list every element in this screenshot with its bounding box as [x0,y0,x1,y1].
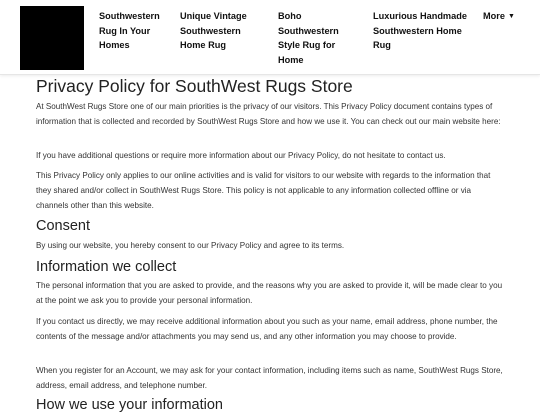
info-paragraph: When you register for an Account, we may ask for your contact information, including items such as name, SouthWest Rugs Store, address, email address, and telephone number. [36,366,503,390]
more-label: More [483,11,505,21]
info-paragraph: If you contact us directly, we may receive additional information about you such as your name, email address, phone number, the contents of the message and/or attachments you may send us, and any other information you may choose to provide. [36,317,498,341]
nav-link-boho-southwestern-rug[interactable]: Boho Southwestern Style Rug for Home [278,11,339,65]
nav-link-southwestern-rug-homes[interactable]: Southwestern Rug In Your Homes [99,11,160,50]
contact-paragraph: If you have additional questions or require more information about our Privacy Policy, do not hesitate to contact us. [36,151,446,160]
page-title: Privacy Policy for SouthWest Rugs Store [36,76,353,96]
caret-down-icon: ▼ [507,13,515,20]
nav-link-unique-vintage-rug[interactable]: Unique Vintage Southwestern Home Rug [180,11,247,50]
info-heading: Information we collect [36,259,177,275]
site-logo[interactable] [20,6,84,70]
info-paragraph: The personal information that you are asked to provide, and the reasons why you are asked to provide it, will be made clear to you at the point we ask you to provide your personal information. [36,281,503,305]
nav-link-luxurious-handmade-rug[interactable]: Luxurious Handmade Southwestern Home Rug [373,11,467,50]
site-header [0,0,540,75]
scope-paragraph: This Privacy Policy only applies to our online activities and is valid for visitors to our website with regards to the information that they shared and/or collect in SouthWest Rugs Store. This policy is not applicable to any information collected offline or via channels other than this website. [36,171,491,210]
nav-more-dropdown[interactable] [483,9,523,25]
consent-heading: Consent [36,218,91,234]
consent-paragraph: By using our website, you hereby consent to our Privacy Policy and agree to its terms. [36,241,345,250]
how-we-use-heading: How we use your information [36,397,223,413]
intro-paragraph: At SouthWest Rugs Store one of our main priorities is the privacy of our visitors. This Privacy Policy document contains types of information that is collected and recorded by SouthWest Rugs Store and how we use it. You can check out our main website here: [36,102,501,126]
